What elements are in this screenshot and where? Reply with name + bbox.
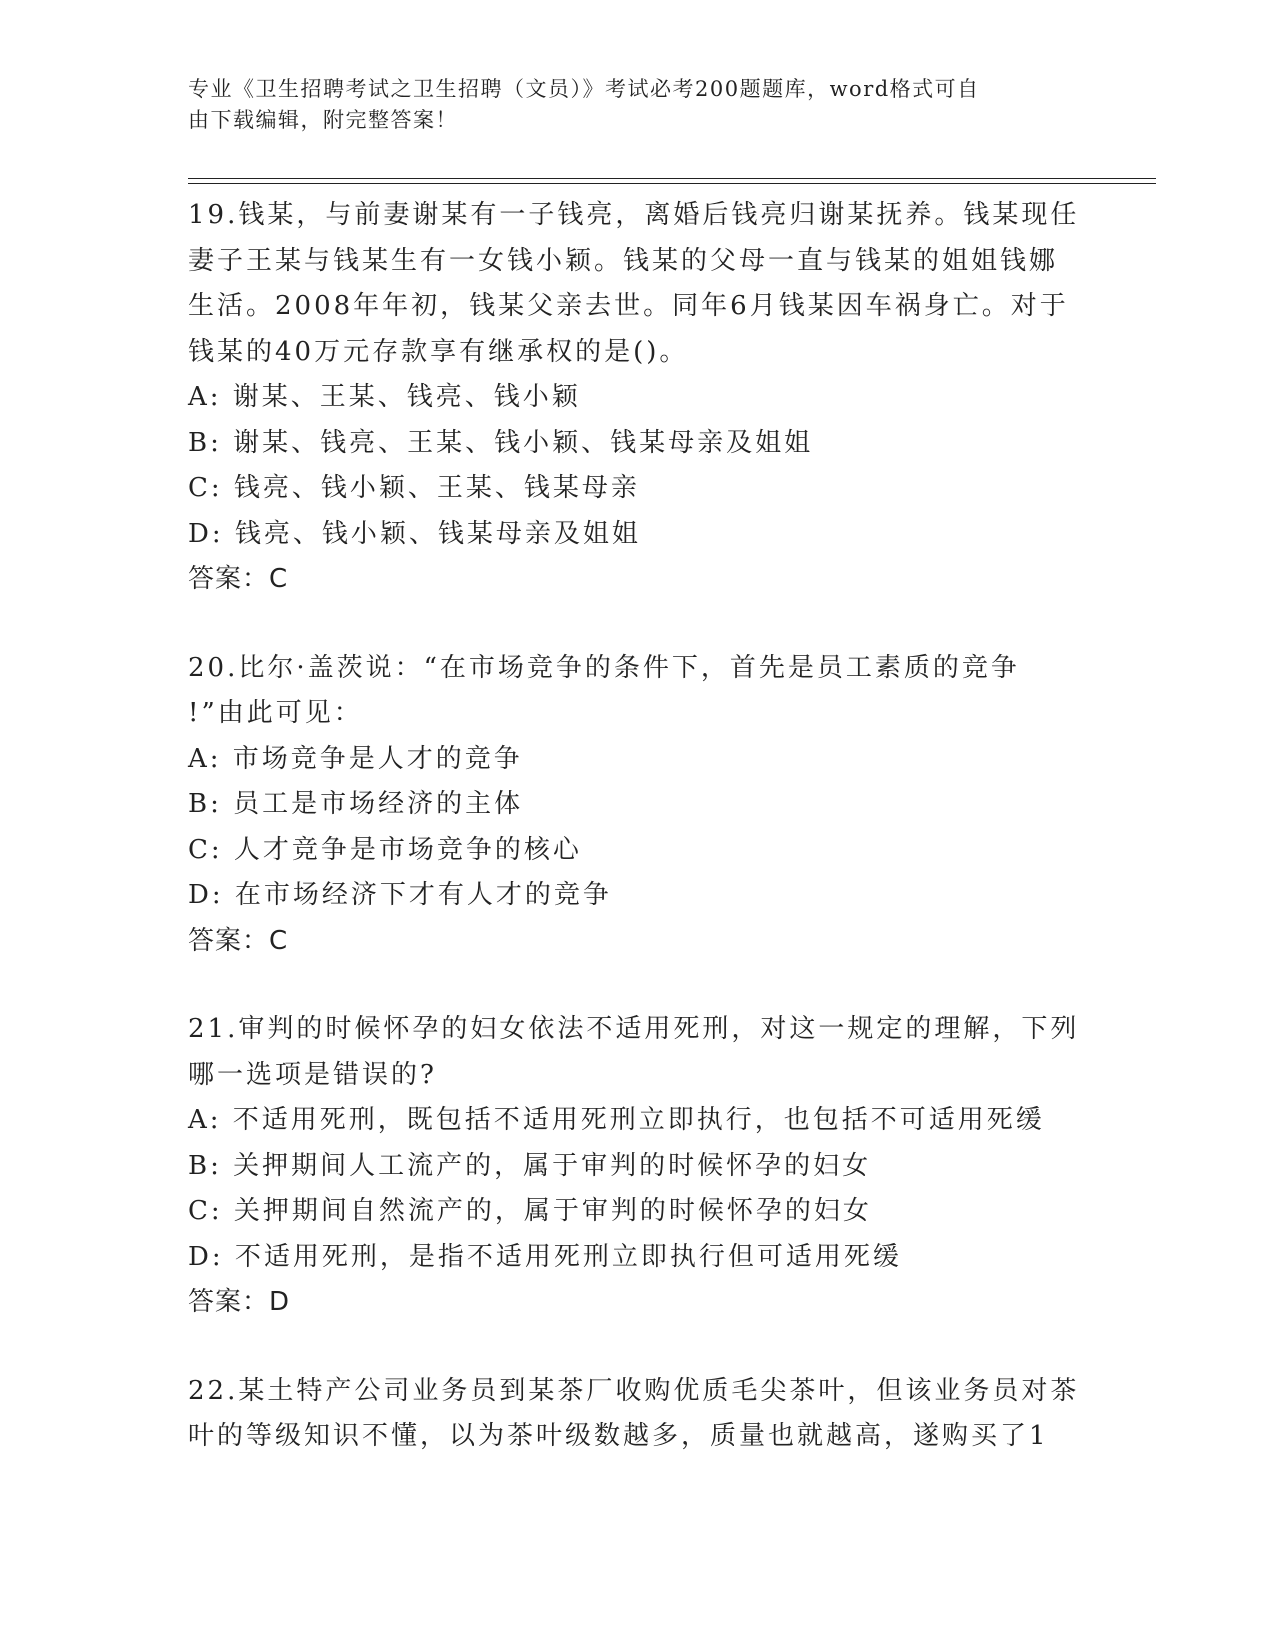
question-stem-line: 钱某的40万元存款享有继承权的是()。: [188, 336, 689, 367]
header-rule: [188, 183, 1156, 184]
question-list: [188, 193, 1088, 1503]
question-stem-line: 21.审判的时候怀孕的妇女依法不适用死刑，对这一规定的理解，下列: [188, 1014, 1080, 1044]
question-stem-line: !”由此可见：: [188, 698, 363, 728]
question-stem-line: 叶的等级知识不懂，以为茶叶级数越多，质量也就越高，遂购买了1: [188, 1421, 1049, 1451]
option-a: A: 不适用死刑，既包括不适用死刑立即执行，也包括不可适用死缓: [188, 1105, 1045, 1135]
question-stem-line: 20.比尔·盖茨说：“在市场竞争的条件下，首先是员工素质的竞争: [188, 652, 1020, 683]
header-line: 专业《卫生招聘考试之卫生招聘（文员）》考试必考200题题库，word格式可自: [188, 77, 980, 101]
option-a: A: 谢某、王某、钱亮、钱小颖: [188, 382, 581, 412]
option-c: C: 关押期间自然流产的，属于审判的时候怀孕的妇女: [188, 1196, 872, 1226]
option-b: B: 谢某、钱亮、王某、钱小颖、钱某母亲及姐姐: [188, 427, 814, 458]
question-20: [188, 646, 1088, 965]
option-d: D: 钱亮、钱小颖、钱某母亲及姐姐: [188, 518, 641, 549]
option-d: D: 在市场经济下才有人才的竞争: [188, 880, 612, 910]
document-header: [188, 74, 1068, 136]
option-b: B: 员工是市场经济的主体: [188, 789, 524, 819]
option-d: D: 不适用死刑，是指不适用死刑立即执行但可适用死缓: [188, 1241, 902, 1272]
header-line: 由下载编辑，附完整答案！: [188, 108, 458, 132]
question-stem-line: 哪一选项是错误的?: [188, 1059, 437, 1090]
answer-line: 答案：C: [188, 925, 289, 956]
question-stem-line: 妻子王某与钱某生有一女钱小颖。钱某的父母一直与钱某的姐姐钱娜: [188, 245, 1059, 276]
question-stem-line: 22.某土特产公司业务员到某茶厂收购优质毛尖茶叶，但该业务员对茶: [188, 1375, 1080, 1406]
header-rule: [188, 178, 1156, 179]
option-b: B: 关押期间人工流产的，属于审判的时候怀孕的妇女: [188, 1150, 872, 1181]
answer-line: 答案：D: [188, 1287, 291, 1317]
question-stem-line: 生活。2008年年初，钱某父亲去世。同年6月钱某因车祸身亡。对于: [188, 291, 1069, 321]
question-22: [188, 1369, 1088, 1460]
answer-line: 答案：C: [188, 564, 289, 594]
option-c: C: 人才竞争是市场竞争的核心: [188, 834, 582, 865]
option-a: A: 市场竞争是人才的竞争: [188, 743, 523, 774]
question-stem-line: 19.钱某，与前妻谢某有一子钱亮，离婚后钱亮归谢某抚养。钱某现任: [188, 200, 1080, 230]
question-19: [188, 193, 1088, 603]
question-21: [188, 1007, 1088, 1326]
option-c: C: 钱亮、钱小颖、王某、钱某母亲: [188, 473, 640, 503]
